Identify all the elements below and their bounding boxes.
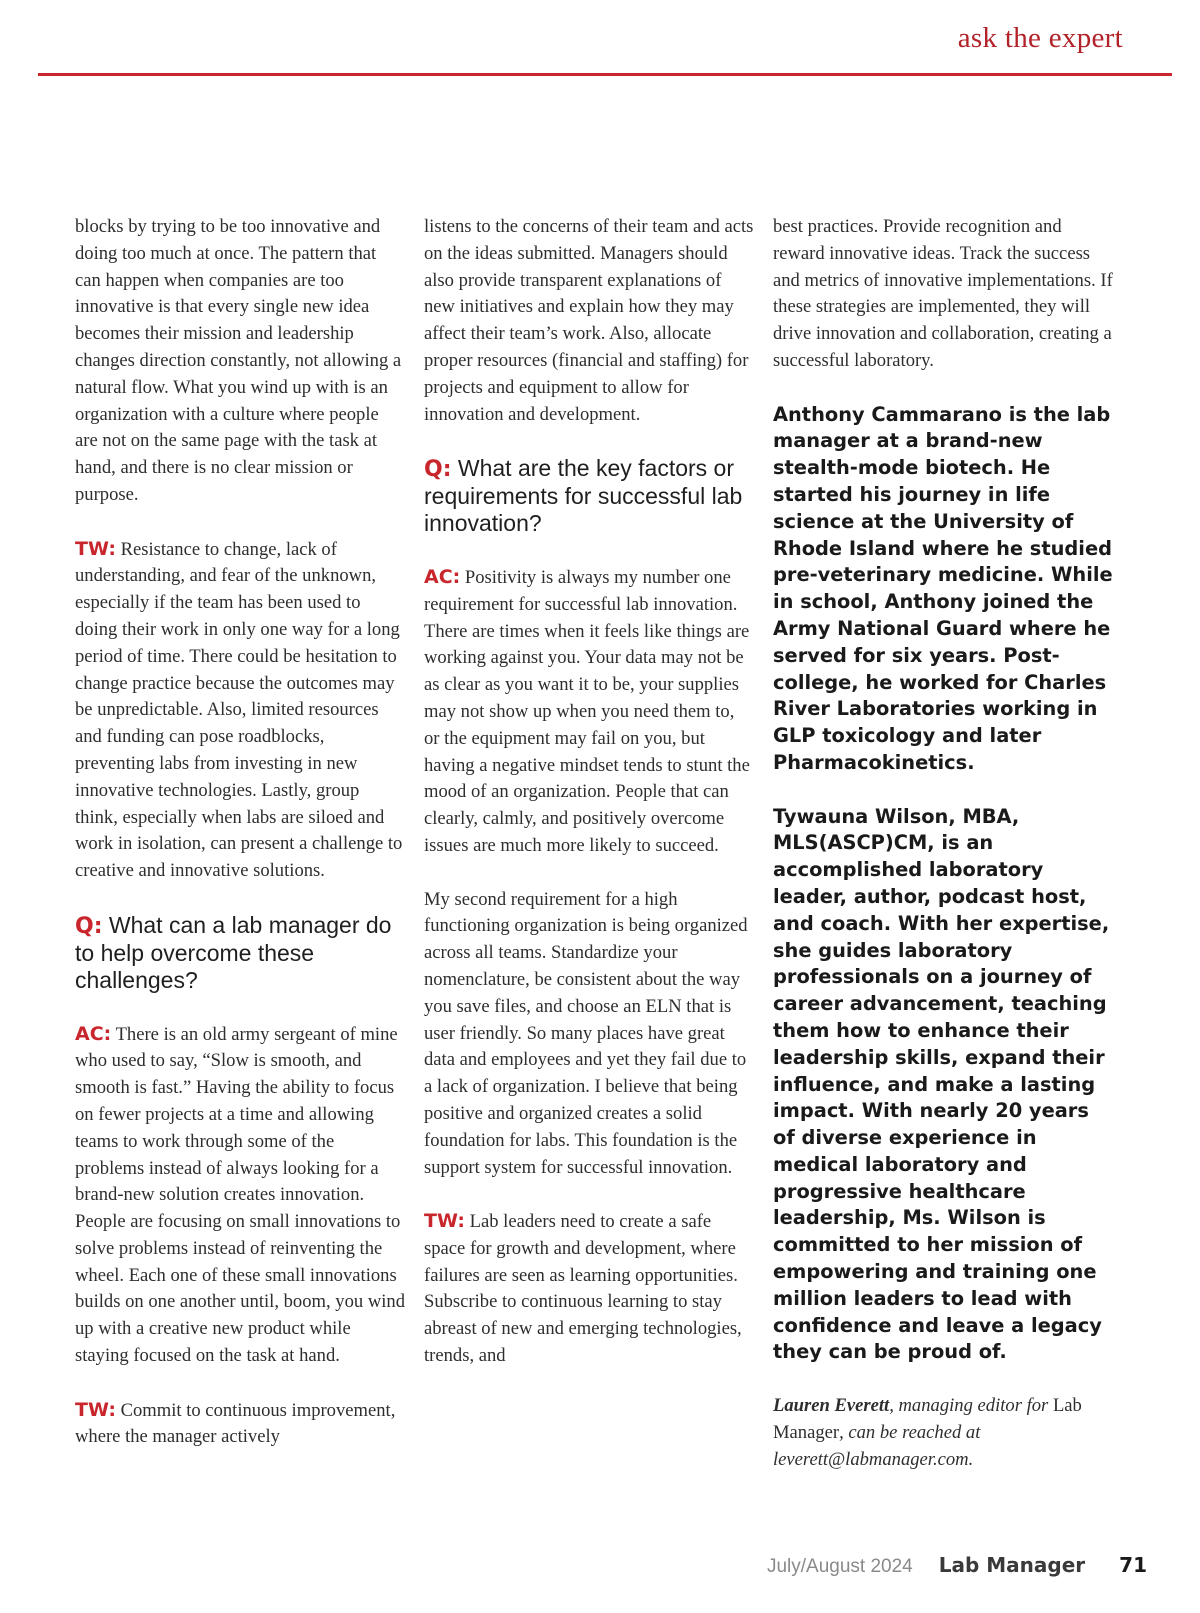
bio-tywauna-wilson: Tywauna Wilson, MBA, MLS(ASCP)CM, is an accomplished laboratory leader, author, podcast host, and coach. With her expertise, she guides laboratory professionals on a journey of career advancement, teaching them how to enhance their leadership skills, expand their influence, and make a lasting impact. With nearly 20 years of diverse experience in medical laboratory and progressive healthcare leadership, Ms. Wilson is committed to her mission of empowering and training one million leaders to lead with confidence and leave a legacy they can be proud of. bbox=[773, 804, 1110, 1364]
credit-contact: , can be reached at leverett@labmanager.com. bbox=[773, 1421, 981, 1470]
paragraph-text: My second requirement for a high functioning organization is being organized across all teams. Standardize your nomenclature, be consistent about the way you save files, and choose an ELN that is user friendly. So many places have great data and employees and yet they fail due to a lack of organization. I believe that being positive and organized creates a solid foundation for labs. This foundation is the support system for successful innovation. bbox=[424, 888, 748, 1178]
speaker-label: TW: bbox=[75, 537, 116, 560]
column-1 bbox=[75, 214, 405, 1478]
answer-text: There is an old army sergeant of mine who used to say, “Slow is smooth, and smooth is fast.” Having the ability to focus on fewer projects at a time and allowing teams to work through some of the problems instead of always looking for a brand-new solution creates innovation. People are focusing on small innovations to solve problems instead of reinventing the wheel. Each one of these small innovations builds on one another until, boom, you wind up with a creative new product while staying focused on the task at hand. bbox=[75, 1023, 406, 1367]
paragraph bbox=[773, 214, 1113, 375]
page-footer bbox=[767, 1553, 1147, 1578]
answer-ac bbox=[75, 1021, 405, 1370]
paragraph bbox=[424, 214, 754, 428]
credit-role: , managing editor for bbox=[889, 1395, 1053, 1417]
speaker-label: TW: bbox=[424, 1210, 465, 1233]
question bbox=[424, 455, 754, 537]
answer-text: Lab leaders need to create a safe space for growth and development, where failures are seen as learning opportunities. Subscribe to continuous learning to stay abreast of new and emerging technologies, trends, and bbox=[424, 1211, 742, 1367]
header-rule bbox=[38, 73, 1172, 76]
question bbox=[75, 912, 405, 994]
speaker-label: AC: bbox=[424, 565, 461, 588]
bio-anthony-cammarano: Anthony Cammarano is the lab manager at a brand-new stealth-mode biotech. He started his journey in life science at the University of Rhode Island where he studied pre-veterinary medicine. While in school, Anthony joined the Army National Guard where he served for six years. Post-college, he worked for Charles River Laboratories working in GLP toxicology and later Pharmacokinetics. bbox=[773, 402, 1113, 774]
paragraph-text: best practices. Provide recognition and reward innovative ideas. Track the success and metrics of innovative implementations. If these strategies are implemented, they will drive innovation and collaboration, creating a successful laboratory. bbox=[773, 216, 1113, 371]
magazine-name: Lab Manager bbox=[938, 1553, 1086, 1577]
page-number: 71 bbox=[1119, 1553, 1147, 1577]
question-label: Q: bbox=[424, 457, 452, 483]
paragraph-text: listens to the concerns of their team and acts on the ideas submitted. Managers should also provide transparent explanations of new initiatives and explain how they may affect their team’s work. Also, allocate proper resources (financial and staffing) for projects and equipment to allow for innovation and development. bbox=[424, 216, 754, 425]
answer-text: Commit to continuous improvement, where the manager actively bbox=[75, 1399, 396, 1448]
answer-tw bbox=[75, 536, 405, 885]
section-title: ask the expert bbox=[957, 22, 1123, 54]
column-2 bbox=[424, 214, 754, 1397]
question-text: What are the key factors or requirements for successful lab innovation? bbox=[424, 455, 743, 537]
paragraph-text: blocks by trying to be too innovative and doing too much at once. The pattern that can happen when companies are too innovative is that every single new idea becomes their mission and leadership changes direction constantly, not allowing a natural flow. What you wind up with is an organization with a culture where people are not on the same page with the task at hand, and there is no clear mission or purpose. bbox=[75, 216, 402, 505]
answer-tw bbox=[424, 1208, 754, 1370]
answer-ac bbox=[424, 564, 754, 860]
answer-text: Positivity is always my number one requirement for successful lab innovation. There are times when it feels like things are working against you. Your data may not be as clear as you want it to be, your supplies may not show up when you need them to, or the equipment may fail on you, but having a negative mindset tends to stunt the mood of an organization. People that can clearly, calmly, and positively overcome issues are much more likely to succeed. bbox=[424, 566, 750, 856]
speaker-label: TW: bbox=[75, 1398, 116, 1421]
column-3 bbox=[773, 214, 1113, 1500]
issue-date: July/August 2024 bbox=[766, 1556, 913, 1577]
credit-publication: Lab Manager bbox=[773, 1395, 1082, 1443]
paragraph bbox=[75, 214, 405, 509]
answer-tw bbox=[75, 1397, 405, 1452]
paragraph bbox=[424, 887, 754, 1182]
question-label: Q: bbox=[75, 913, 103, 939]
speaker-label: AC: bbox=[75, 1022, 112, 1045]
question-text: What can a lab manager do to help overcome these challenges? bbox=[75, 911, 392, 993]
author-credit bbox=[773, 1393, 1113, 1473]
answer-text: Resistance to change, lack of understanding, and fear of the unknown, especially if the team has been used to doing their work in only one way for a long period of time. There could be hesitation to change practice because the outcomes may be unpredictable. Also, limited resources and funding can pose roadblocks, preventing labs from investing in new innovative technologies. Lastly, group think, especially when labs are siloed and work in isolation, can present a challenge to creative and innovative solutions. bbox=[75, 538, 403, 882]
credit-name: Lauren Everett bbox=[773, 1395, 890, 1417]
